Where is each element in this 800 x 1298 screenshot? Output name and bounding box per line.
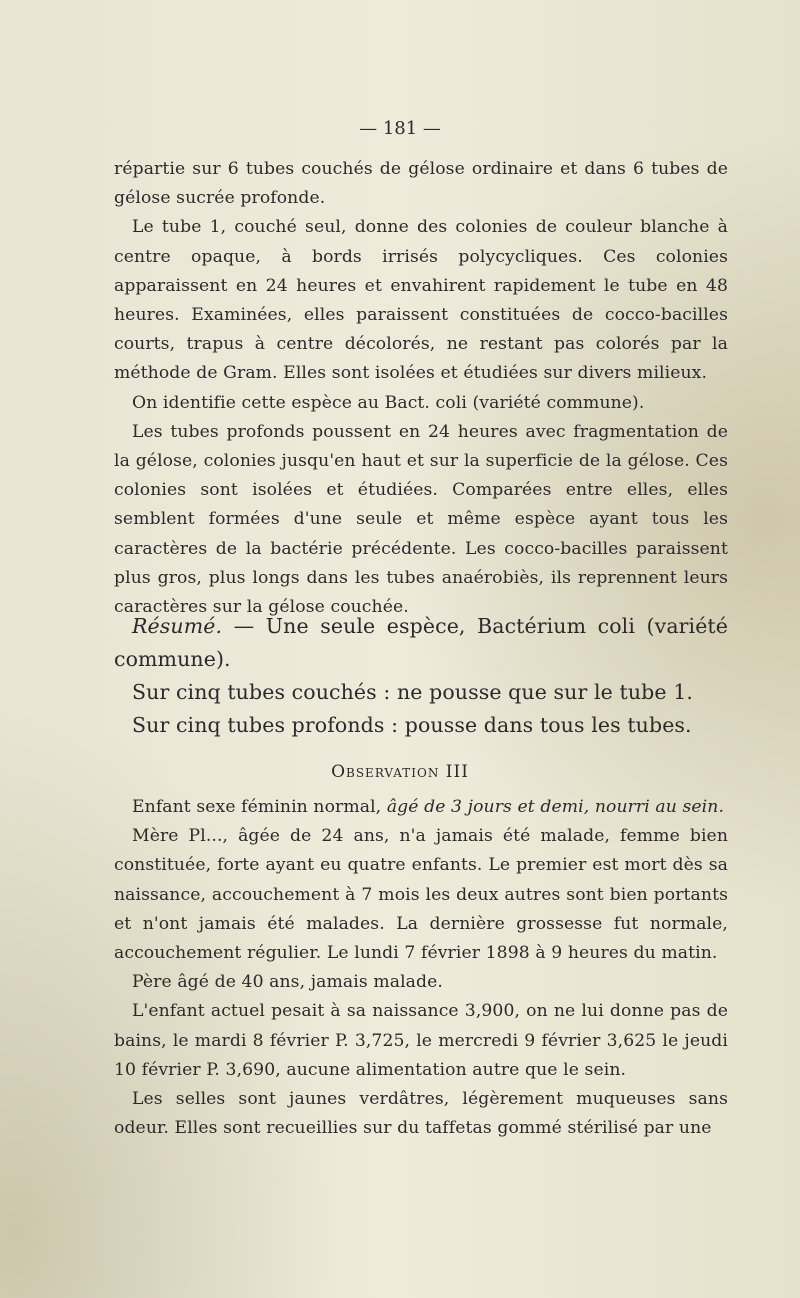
paragraph: Le tube 1, couché seul, donne des colonies de couleur blanche à centre opaque, à bords irrisés polycycliques. Ces colonies apparaissent en 24 heures et envahirent rapidement le tube en 48 heures. Examinées, elles paraissent constituées de cocco-bacilles courts, trapus à centre décolorés, ne restant pas colorés par la méthode de Gram. Elles sont isolées et étudiées sur divers milieux. bbox=[114, 217, 728, 384]
resume-label: Résumé. bbox=[132, 614, 223, 638]
paragraph: Les tubes profonds poussent en 24 heures avec fragmentation de la gélose, colonies jusqu'en haut et sur la superficie de la gélose. Ces colonies sont isolées et étudiées. Comparées entre elles, elles semblent formées d'une seule et même espèce ayant tous les caractères de la bactérie précédente. Les cocco-bacilles paraissent plus gros, plus longs dans les tubes anaérobiès, ils reprennent leurs caractères sur la gélose couchée. bbox=[114, 421, 728, 618]
resume-text: — Une seule espèce, Bactérium coli (variété commune). bbox=[114, 614, 728, 671]
section-text-1 bbox=[114, 155, 728, 622]
intro-plain: Enfant sexe féminin normal, bbox=[132, 797, 387, 817]
resume-block bbox=[114, 610, 728, 742]
paragraph: répartie sur 6 tubes couchés de gélose ordinaire et dans 6 tubes de gélose sucrée profonde. bbox=[114, 159, 728, 209]
page-number: — 181 — bbox=[359, 118, 441, 139]
paragraph: On identifie cette espèce au Bact. coli (variété commune). bbox=[132, 392, 645, 413]
observation-intro bbox=[114, 793, 728, 822]
resume-line-2: Sur cinq tubes couchés : ne pousse que sur le tube 1. bbox=[132, 680, 693, 704]
resume-line-3: Sur cinq tubes profonds : pousse dans tous les tubes. bbox=[132, 713, 692, 737]
observation-text bbox=[114, 793, 728, 1143]
observation-title: Observation III bbox=[331, 762, 469, 782]
resume-line-1 bbox=[114, 610, 728, 676]
paragraph: Les selles sont jaunes verdâtres, légèrement muqueuses sans odeur. Elles sont recueillies sur du taffetas gommé stérilisé par une bbox=[114, 1089, 728, 1139]
paragraph: L'enfant actuel pesait à sa naissance 3,900, on ne lui donne pas de bains, le mardi 8 février P. 3,725, le mercredi 9 février 3,625 le jeudi 10 février P. 3,690, aucune alimentation autre que le sein. bbox=[114, 1001, 728, 1080]
intro-italic: âgé de 3 jours et demi, nourri au sein. bbox=[386, 797, 725, 817]
paragraph: Mère Pl..., âgée de 24 ans, n'a jamais été malade, femme bien constituée, forte ayant eu quatre enfants. Le premier est mort dès sa naissance, accouchement à 7 mois les deux autres sont bien portants et n'ont jamais été malades. La dernière grossesse fut normale, accouchement régulier. Le lundi 7 février 1898 à 9 heures du matin. bbox=[114, 826, 728, 964]
paragraph: Père âgé de 40 ans, jamais malade. bbox=[132, 972, 443, 993]
